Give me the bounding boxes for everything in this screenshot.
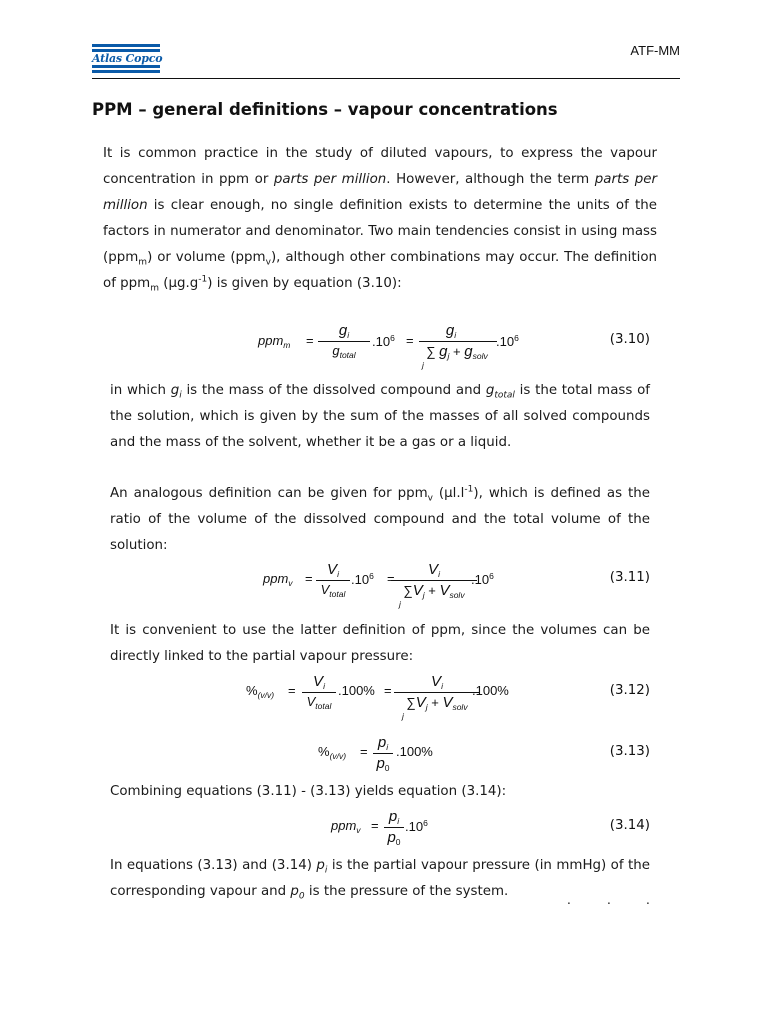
equation-number-3-14: (3.14)	[609, 818, 650, 833]
logo-wordmark: Atlas Copco	[92, 52, 163, 65]
logo-band-bottom-2	[92, 70, 160, 73]
equation-number-3-12: (3.12)	[609, 683, 650, 698]
paragraph-mass-definition: in which $g_i$ is the mass of the dissolved compound and $g_{total}$ is the total mass of the solution, which is given by the sum of the masses of all solved compounds and the mass of the solvent, whether it be a gas or a liquid.	[110, 383, 651, 450]
eq313-lhs: $\%_{(v/v)}$	[318, 744, 347, 761]
eq312-frac2: $V_i$ $\sum V_j + V_{solv}$ j	[394, 673, 480, 712]
eq314-frac: $p_i$ $p_0$	[384, 808, 404, 847]
trailing-dot-1: .	[567, 893, 571, 907]
equation-number-3-10: (3.10)	[609, 332, 650, 347]
eq310-frac1: $g_i$ $g_{total}$	[318, 322, 370, 360]
equation-number-3-11: (3.11)	[609, 570, 650, 585]
eq311-frac2: $V_i$ $\sum V_j + V_{solv}$ j	[391, 561, 477, 600]
eq313-frac: $p_i$ $p_0$	[373, 734, 393, 773]
page-title: PPM – general definitions – vapour concentrations	[92, 100, 558, 119]
logo-band-top	[92, 44, 160, 47]
atlas-copco-logo	[92, 44, 163, 74]
paragraph-pressure-definition: In equations (3.13) and (3.14) $p_i$ is the partial vapour pressure (in mmHg) of the corresponding vapour and $p_0$ is the pressure of the system.	[110, 858, 650, 902]
paragraph-combining: Combining equations (3.11) - (3.13) yields equation (3.14):	[110, 784, 507, 799]
paragraph-volume-definition: An analogous definition can be given for ppm$_v$ $(\mu l.l^{-1})$, which is defined as the ratio of the volume of the dissolved compound and the total volume of the solution:	[110, 484, 650, 553]
eq311-frac1: $V_i$ $V_{total}$	[316, 561, 350, 599]
paragraph-convenience: It is convenient to use the latter definition of ppm, since the volumes can be directly linked to the partial vapour pressure:	[110, 623, 650, 664]
equation-3-13: $\%_{(v/v)}$ = $p_i$ $p_0$ .100%	[318, 734, 433, 773]
document-id: ATF-MM	[630, 43, 680, 58]
header-rule	[92, 78, 680, 79]
eq314-lhs: ppm$_v$	[331, 818, 361, 835]
equation-3-10: ppm$_m$ = $g_i$ $g_{total}$ $.10^6$ = $g_i$ ∑ $g_j + g_{solv}$ j $.10^6$	[258, 322, 519, 370]
equation-3-14: ppm$_v$ = $p_i$ $p_0$ $.10^6$	[331, 808, 428, 847]
logo-band-bottom	[92, 65, 160, 68]
trailing-dot-3: .	[646, 893, 650, 907]
eq312-lhs: $\%_{(v/v)}$	[246, 683, 275, 700]
eq312-frac1: $V_i$ $V_{total}$	[302, 673, 336, 711]
equation-number-3-13: (3.13)	[609, 744, 650, 759]
equation-3-11: ppm$_v$ = $V_i$ $V_{total}$ $.10^6$ = $V_i$ $\sum V_j + V_{solv}$ j $.10^6$	[263, 561, 494, 609]
eq310-lhs: ppm$_m$	[258, 333, 291, 350]
trailing-dot-2: .	[607, 893, 611, 907]
eq310-frac2: $g_i$ ∑ $g_j + g_{solv}$ j	[395, 322, 497, 361]
eq311-lhs: ppm$_v$	[263, 571, 293, 588]
paragraph-intro: It is common practice in the study of diluted vapours, to express the vapour concentration in ppm or parts per million. However, although the term parts per million is clear enough, no single definition exists to determine the units of the factors in numerator and denominator. Two main tendencies consist in using mass (ppm$_m$) or volume (ppm$_v$), although other combinations may occur. The definition of ppm$_m$ $(\mu g.g^{-1})$ is given by equation (3.10):	[103, 146, 657, 294]
equation-3-12: $\%_{(v/v)}$ = $V_i$ $V_{total}$ .100% = $V_i$ $\sum V_j + V_{solv}$ j .100%	[246, 673, 509, 721]
